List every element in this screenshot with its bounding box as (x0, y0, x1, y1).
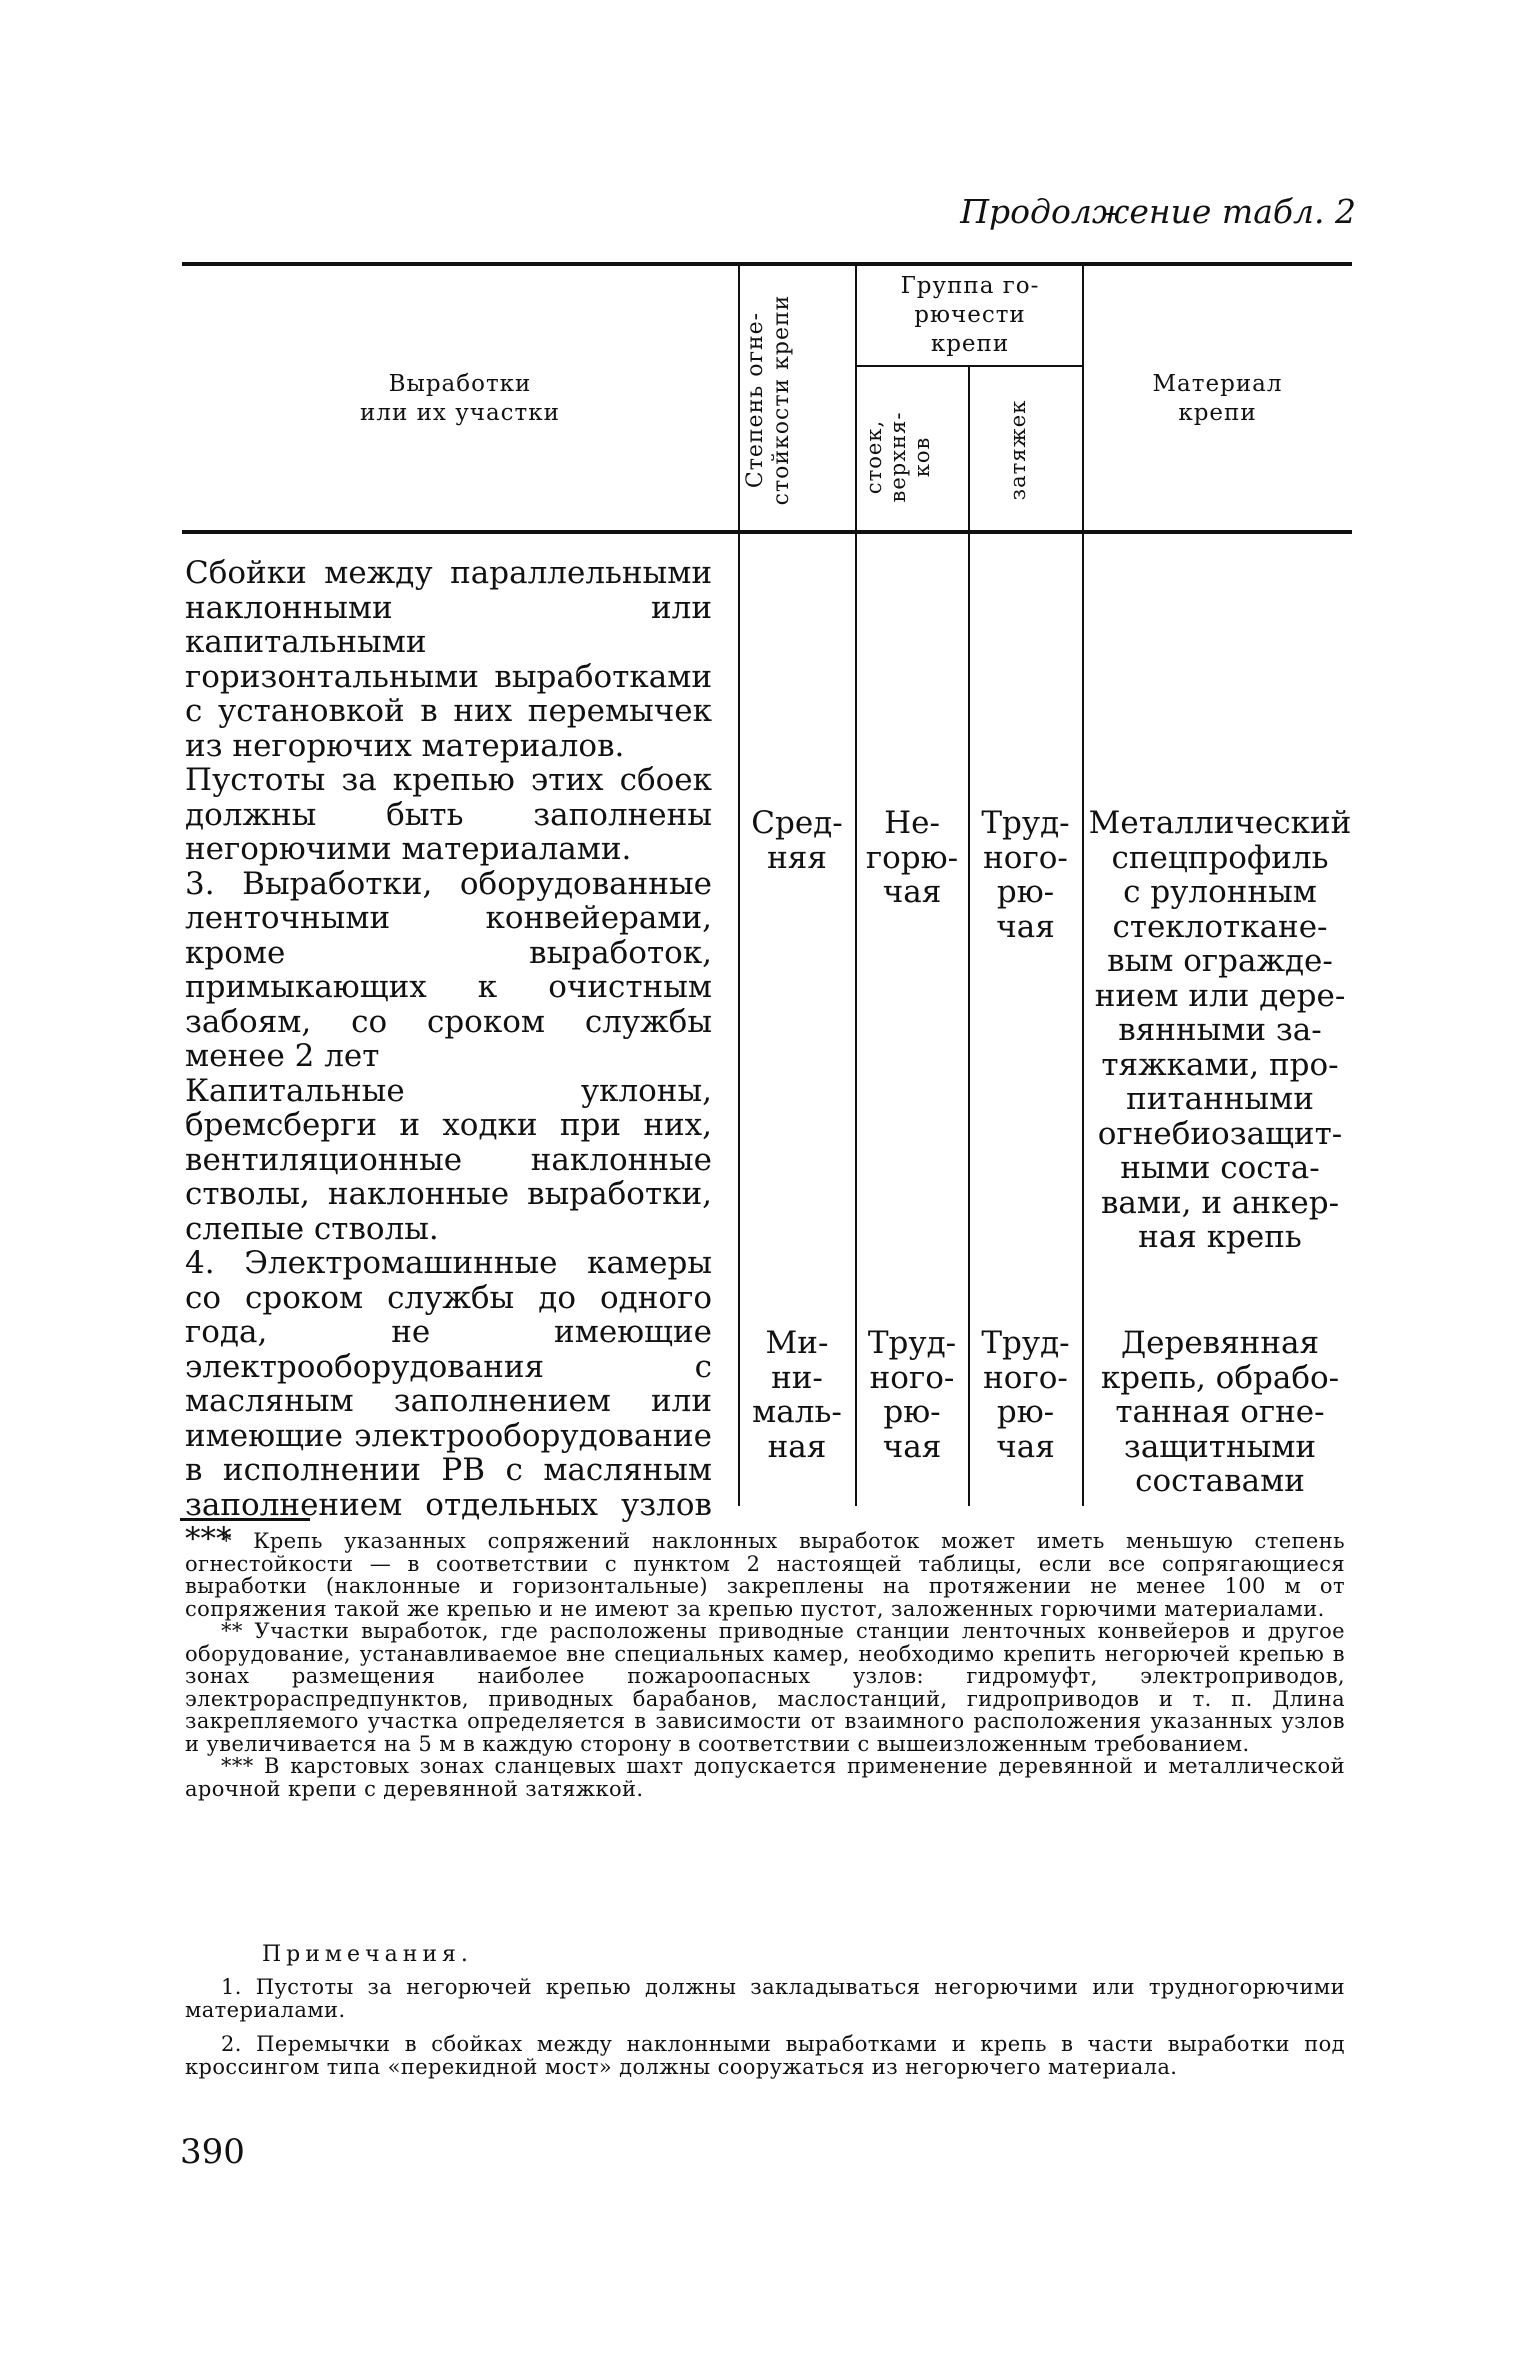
description-para-5: 4. Электромашинные камеры со сроком службы до одного года, не имеющие электрооборудования с масляным заполнением или имеющие электрооборудование в исполнении РВ с масляным заполнением отдельных узлов *** (185, 1245, 712, 1557)
row1-material: Металлический спецпрофиль с рулонным стеклоткане- вым огражде- нием или дере- вянными за- тяжками, про- питанными огнебиозащит- ными соста- вами, и анкер- ная крепь (1088, 805, 1352, 1255)
description-para-1: Сбойки между параллельными наклонными или капитальными горизонтальными выработками с установкой в них перемычек из негорючих материалов. (185, 555, 712, 764)
page-number: 390 (180, 2132, 245, 2172)
row2-posts: Труд- ного- рю- чая (867, 1325, 957, 1465)
note-1: 1. Пустоты за негорючей крепью должны закладываться негорючими или трудногорючими материалами. (185, 1975, 1345, 2022)
header-combustibility-group: Группа го- рючести крепи (900, 273, 1040, 357)
row1-lagging: Труд- ного- рю- чая (981, 805, 1070, 945)
column-divider-1 (738, 266, 740, 1506)
footnote-3: *** В карстовых зонах сланцевых шахт допускается применение деревянной и металлической арочной крепи с деревянной затяжкой. (185, 1754, 1345, 1801)
footnote-1: * Крепь указанных сопряжений наклонных выработок может иметь меньшую степень огнестойкости — в соответствии с пунктом 2 настоящей таблицы, если все сопрягающиеся выработки (наклонные и горизонтальные) закреплены на протяжении не менее 100 м от сопряжения такой же крепью и не имеют за крепью пустот, заложенных горючими материалами. (185, 1529, 1345, 1621)
column-divider-4 (1082, 266, 1084, 1506)
header-fire-resistance: Степень огне- стойкости крепи (743, 294, 794, 506)
header-works: Выработки или их участки (360, 371, 560, 426)
description-para-2: Пустоты за крепью этих сбоек должны быть заполнены негорючими материалами. (185, 762, 712, 867)
description-para-4: Капитальные уклоны, бремсберги и ходки при них, вентиляционные наклонные стволы, наклонные выработки, слепые стволы. (185, 1072, 712, 1247)
description-column (185, 556, 712, 1557)
header-lagging: затяжек (1006, 399, 1030, 501)
footnote-2: ** Участки выработок, где расположены приводные станции ленточных конвейеров и другое оборудование, устанавливаемое вне специальных камер, необходимо крепить негорючей крепью в зонах размещения наиболее пожароопасных узлов: гидромуфт, электроприводов, электрораспредпунктов, приводных барабанов, маслостанций, гидроприводов и т. п. Длина закрепляемого участка определяется в зависимости от взаимного расположения указанных узлов и увеличивается на 5 м в каждую сторону в соответствии с вышеизложенным требованием. (185, 1619, 1345, 1756)
header-posts: стоек, верхня- ков (862, 411, 934, 503)
row2-material: Деревянная крепь, обрабо- танная огне- защитными составами (1100, 1325, 1340, 1499)
header-material: Материал крепи (1152, 371, 1283, 426)
notes-list (185, 1976, 1345, 2078)
row1-fire-resistance: Сред- няя (751, 805, 843, 876)
notes-heading: Примечания. (262, 1942, 473, 1967)
row2-lagging: Труд- ного- рю- чая (981, 1325, 1070, 1465)
description-para-3: 3. Выработки, оборудованные ленточными конвейерами, кроме выработок, примыкающих к очистным забоям, со сроком службы менее 2 лет (185, 865, 712, 1074)
table-continuation-caption: Продолжение табл. 2 (960, 192, 1356, 231)
row1-posts: Не- горю- чая (865, 805, 959, 910)
footnotes (185, 1530, 1345, 1800)
note-2: 2. Перемычки в сбойках между наклонными выработками и крепь в части выработки под кроссингом типа «перекидной мост» должны сооружаться из негорючего материала. (185, 2032, 1345, 2079)
row2-fire-resistance: Ми- ни- маль- ная (752, 1325, 842, 1465)
